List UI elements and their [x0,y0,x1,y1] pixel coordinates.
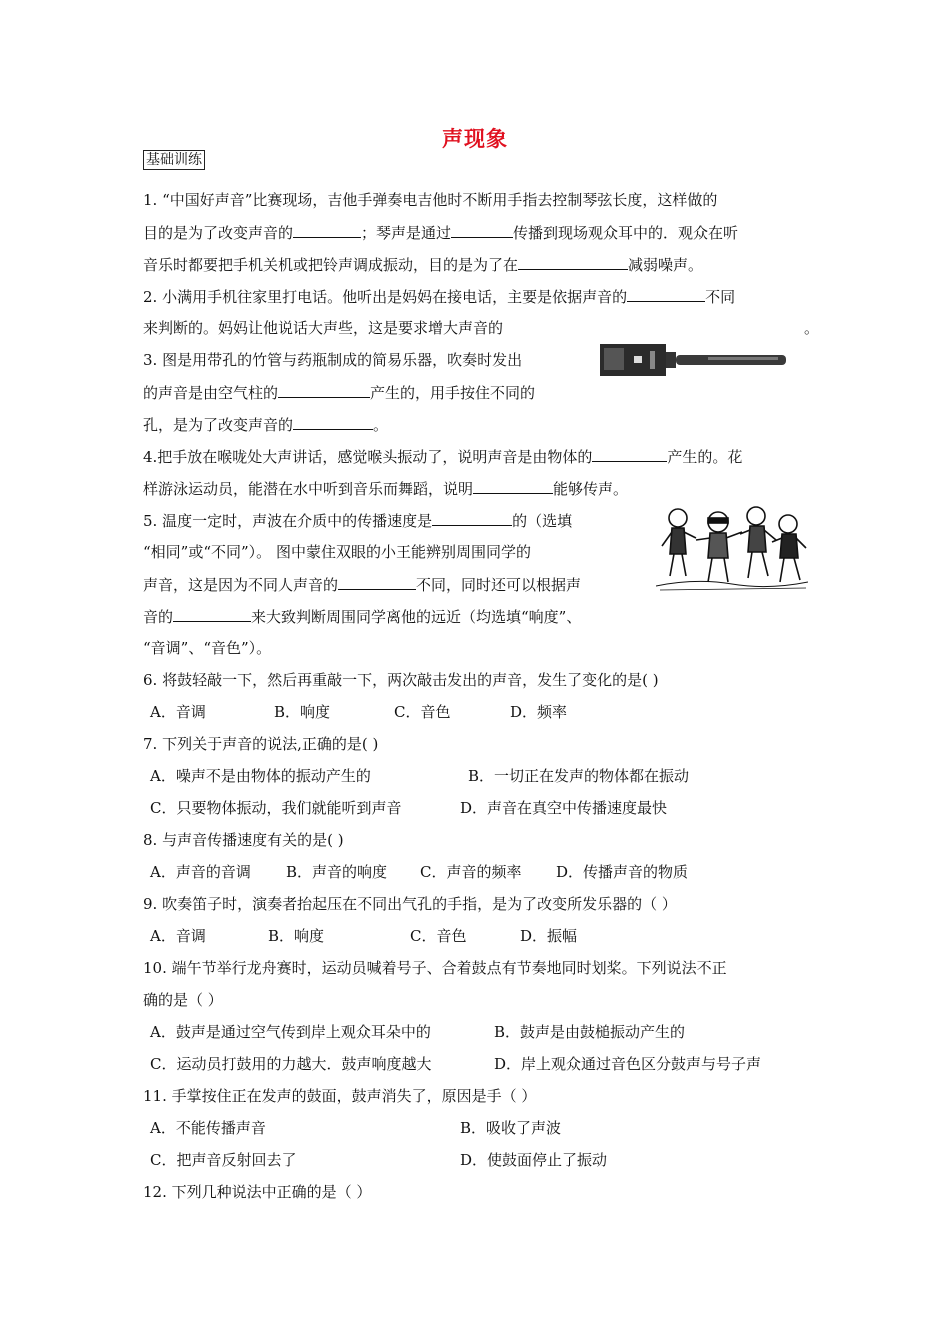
q7-option-c[interactable]: C．只要物体振动，我们就能听到声音 [150,799,402,817]
q8-option-b[interactable]: B．声音的响度 [286,863,388,881]
q2-line-2-end: 。 [804,319,820,337]
q3-line-2: 的声音是由空气柱的 产生的，用手按住不同的 [143,384,536,402]
q7-option-b[interactable]: B．一切正在发声的物体都在振动 [468,767,690,785]
q1-line-2: 目的是为了改变声音的 ；琴声是通过 传播到现场观众耳中的．观众在听 [143,224,739,242]
answer-blank[interactable] [592,446,667,462]
answer-blank[interactable] [627,286,705,302]
answer-blank[interactable] [293,414,373,430]
q11-option-d[interactable]: D．使鼓面停止了振动 [460,1151,608,1169]
q11-option-b[interactable]: B．吸收了声波 [460,1119,562,1137]
q10-option-c[interactable]: C．运动员打鼓用的力越大．鼓声响度越大 [150,1055,432,1073]
q7-option-d[interactable]: D．声音在真空中传播速度最快 [460,799,668,817]
q11-option-a[interactable]: A．不能传播声音 [150,1119,266,1137]
q5-line-1: 5. 温度一定时，声波在介质中的传播速度是 的（选填 [143,512,573,530]
q1-line-1: 1. “中国好声音”比赛现场，吉他手弹奏电吉他时不断用手指去控制琴弦长度，这样做的 [143,191,718,209]
q6-option-b[interactable]: B．响度 [274,703,331,721]
q9-option-b[interactable]: B．响度 [268,927,325,945]
q8-option-a[interactable]: A．声音的音调 [150,863,251,881]
q8-option-c[interactable]: C．声音的频率 [420,863,522,881]
answer-blank[interactable] [473,478,553,494]
q5-line-3: 声音，这是因为不同人声音的 不同，同时还可以根据声 [143,576,582,594]
answer-blank[interactable] [451,222,513,238]
q9-option-c[interactable]: C．音色 [410,927,467,945]
q10-stem-1: 10. 端午节举行龙舟赛时，运动员喊着号子、合着鼓点有节奏地同时划桨。下列说法不正 [143,959,727,977]
page-title: 声现象 [442,127,508,151]
answer-blank[interactable] [432,510,512,526]
q8-option-d[interactable]: D．传播声音的物质 [556,863,689,881]
q3-line-3: 孔，是为了改变声音的 。 [143,416,389,434]
q10-option-a[interactable]: A．鼓声是通过空气传到岸上观众耳朵中的 [150,1023,431,1041]
q6-option-c[interactable]: C．音色 [394,703,451,721]
q4-line-1: 4.把手放在喉咙处大声讲话，感觉喉头振动了，说明声音是由物体的 产生的。花 [143,448,743,466]
answer-blank[interactable] [173,606,251,622]
q2-line-1: 2. 小满用手机往家里打电话。他听出是妈妈在接电话，主要是依据声音的 不同 [143,288,736,306]
answer-blank[interactable] [293,222,361,238]
q10-stem-2: 确的是（ ） [143,991,223,1009]
q7-option-a[interactable]: A．噪声不是由物体的振动产生的 [150,767,371,785]
section-label: 基础训练 [143,150,205,170]
answer-blank[interactable] [338,574,416,590]
q3-line-1: 3. 图是用带孔的竹管与药瓶制成的简易乐器，吹奏时发出 [143,351,523,369]
q11-option-c[interactable]: C．把声音反射回去了 [150,1151,297,1169]
q5-line-5: “音调”、“音色”）。 [143,639,272,657]
q6-stem: 6. 将鼓轻敲一下，然后再重敲一下，两次敲击发出的声音，发生了变化的是( ) [143,671,659,689]
bottle-flute-figure [598,340,790,380]
q11-stem: 11. 手掌按住正在发声的鼓面，鼓声消失了，原因是手（ ） [143,1087,537,1105]
q7-stem: 7. 下列关于声音的说法,正确的是( ) [143,735,379,753]
q6-option-d[interactable]: D．频率 [510,703,568,721]
q12-stem: 12. 下列几种说法中正确的是（ ） [143,1183,372,1201]
q2-line-2: 来判断的。妈妈让他说话大声些，这是要求增大声音的 [143,319,504,337]
q5-line-4: 音的 来大致判断周围同学离他的远近（均选填“响度”、 [143,608,582,626]
q1-line-3: 音乐时都要把手机关机或把铃声调成振动，目的是为了在 减弱噪声。 [143,256,704,274]
blindfold-game-figure [656,498,808,596]
answer-blank[interactable] [518,254,628,270]
q9-stem: 9. 吹奏笛子时，演奏者抬起压在不同出气孔的手指，是为了改变所发乐器的（ ） [143,895,677,913]
q10-option-d[interactable]: D．岸上观众通过音色区分鼓声与号子声 [494,1055,762,1073]
q9-option-d[interactable]: D．振幅 [520,927,578,945]
answer-blank[interactable] [278,382,370,398]
q10-option-b[interactable]: B．鼓声是由鼓槌振动产生的 [494,1023,686,1041]
q9-option-a[interactable]: A．音调 [150,927,206,945]
q8-stem: 8. 与声音传播速度有关的是( ) [143,831,344,849]
q4-line-2: 样游泳运动员，能潜在水中听到音乐而舞蹈，说明 能够传声。 [143,480,629,498]
q6-option-a[interactable]: A．音调 [150,703,206,721]
q5-line-2: “相同”或“不同”）。 图中蒙住双眼的小王能辨别周围同学的 [143,543,531,561]
